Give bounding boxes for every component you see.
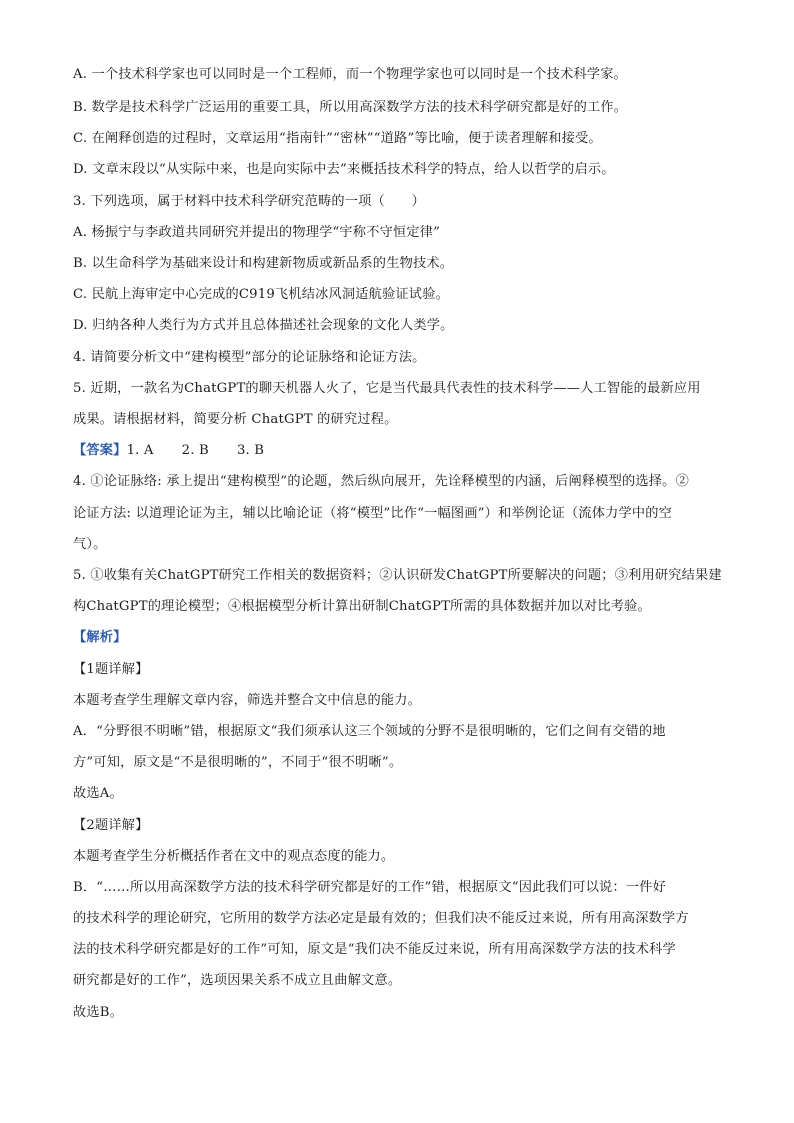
detail-2-line3: 法的技术科学研究都是好的工作”可知，原文是“我们决不能反过来说，所有用高深数学方法的技术科学 <box>73 942 676 957</box>
detail-2-intro: 本题考查学生分析概括作者在文中的观点态度的能力。 <box>73 849 395 864</box>
option-2b: B. 数学是技术科学广泛运用的重要工具，所以用高深数学方法的技术科学研究都是好的工作。 <box>73 100 628 115</box>
detail-1-intro: 本题考查学生理解文章内容，筛选并整合文中信息的能力。 <box>73 693 422 708</box>
question-3: 3. 下列选项，属于材料中技术科学研究范畴的一项（ ） <box>73 194 426 209</box>
question-4: 4. 请简要分析文中“建构模型”部分的论证脉络和论证方法。 <box>73 350 426 365</box>
answer-5-line2: 构ChatGPT的理论模型；④根据模型分析计算出研制ChatGPT所需的具体数据并加以对比考验。 <box>73 599 651 614</box>
detail-2-choice: 故选B。 <box>73 1005 124 1020</box>
answer-line <box>73 441 733 461</box>
detail-1-line2: 方”可知，原文是“不是很明晰的”，不同于“很不明晰”。 <box>73 755 403 770</box>
option-2d: D. 文章末段以“从实际中来，也是向实际中去”来概括技术科学的特点，给人以哲学的启示。 <box>73 162 615 177</box>
detail-2-line1: B．“……所以用高深数学方法的技术科学研究都是好的工作”错，根据原文“因此我们可以说：一件好 <box>73 880 666 895</box>
option-3d: D. 归纳各种人类行为方式并且总体描述社会现象的文化人类学。 <box>73 318 454 333</box>
answer-label: 【答案】 <box>73 443 127 458</box>
detail-2-line4: 研究都是好的工作”，选项因果关系不成立且曲解文意。 <box>73 973 402 988</box>
answer-4-line1: 4. ①论证脉络: 承上提出“建构模型”的论题，然后纵向展开，先诠释模型的内涵，后阐释模型的选择。② <box>73 474 689 489</box>
detail-1-choice: 故选A。 <box>73 786 123 801</box>
answer-4-line3: 气）。 <box>73 537 107 552</box>
question-5-line2: 成果。请根据材料，简要分析 ChatGPT 的研究过程。 <box>73 412 398 427</box>
question-5-line1: 5. 近期，一款名为ChatGPT的聊天机器人火了，它是当代最具代表性的技术科学——人工智能的最新应用 <box>73 381 701 396</box>
option-3a: A. 杨振宁与李政道共同研究并提出的物理学“宇称不守恒定律” <box>73 225 441 240</box>
detail-2-line2: 的技术科学的理论研究，它所用的数学方法必定是最有效的；但我们决不能反过来说，所有用高深数学方 <box>73 911 689 926</box>
option-3b: B. 以生命科学为基础来设计和构建新物质或新品系的生物技术。 <box>73 256 454 271</box>
option-2c: C. 在阐释创造的过程时，文章运用“指南针”“密林”“道路”等比喻，便于读者理解和接受。 <box>73 131 602 146</box>
detail-2-heading: 【2题详解】 <box>73 818 149 833</box>
answer-4-line2: 论证方法: 以道理论证为主，辅以比喻论证（将“模型”比作“一幅图画”）和举例论证（流体力学中的空 <box>73 506 673 521</box>
detail-1-line1: A．“分野很不明晰”错，根据原文“我们须承认这三个领域的分野不是很明晰的，它们之间有交错的地 <box>73 724 666 739</box>
detail-1-heading: 【1题详解】 <box>73 662 149 677</box>
answer-2: 2. B <box>181 443 209 458</box>
answer-3: 3. B <box>236 443 265 458</box>
answer-5-line1: 5. ①收集有关ChatGPT研究工作相关的数据资料；②认识研发ChatGPT所要解决的问题；③利用研究结果建 <box>73 568 722 583</box>
analysis-heading: 【解析】 <box>73 630 127 645</box>
option-3c: C. 民航上海审定中心完成的C919飞机结冰风洞适航验证试验。 <box>73 287 449 302</box>
answer-1: 1. A <box>126 443 154 458</box>
option-2a: A. 一个技术科学家也可以同时是一个工程师，而一个物理学家也可以同时是一个技术科学家。 <box>73 67 628 82</box>
